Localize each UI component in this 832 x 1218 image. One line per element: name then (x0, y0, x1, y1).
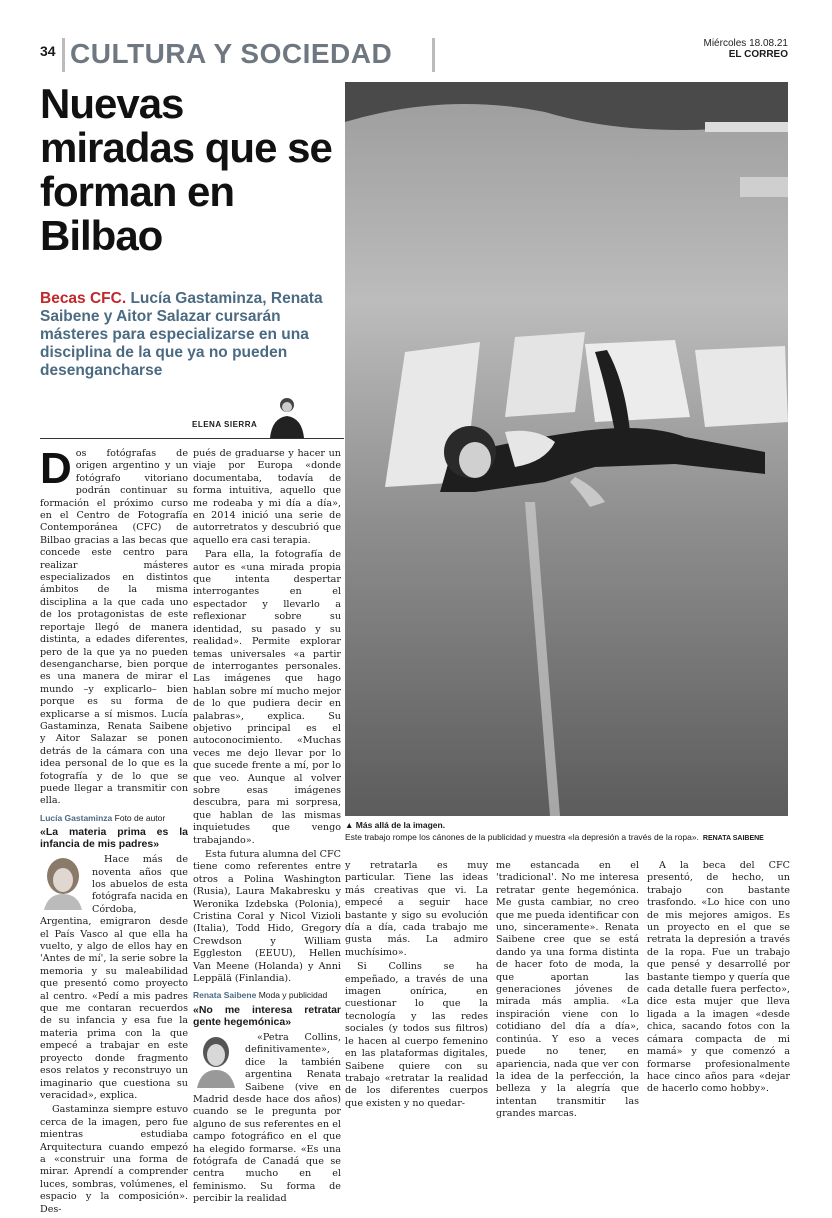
body-paragraph: y retratarla es muy particular. Tiene las ideas más creativas que vi. La empecé a seguir hace bastante y sigo su evolución día a día, cada trabajo me gusta más. La admiro muchísimo». (345, 860, 488, 958)
profile-name: Renata Saibene (193, 990, 257, 1001)
article-headline: Nuevas miradas que se forman en Bilbao (40, 80, 332, 259)
deck-text: Lucía Gastaminza, Renata Saibene y Aitor Salazar cursarán másteres para especializarse en una disciplina de la que ya no pueden desengancharse (40, 290, 323, 379)
page-number: 34 (40, 43, 56, 59)
body-column-4 (496, 860, 639, 1123)
section-title: CULTURA Y SOCIEDAD (70, 38, 393, 69)
article-deck (40, 290, 340, 380)
profile-heading (193, 989, 341, 1001)
profile-quote: «No me interesa retratar gente hegemónica» (193, 1003, 341, 1028)
drop-cap: D (40, 444, 72, 493)
photo-scene (345, 82, 788, 816)
photo-caption (345, 819, 815, 845)
body-paragraph: A la beca del CFC presentó, de hecho, un trabajo con bastante trasfondo. «Lo hice con uno de mis mejores amigos. Es un proyecto en el que se retrata la depresión a través de la ropa. Fue un trabajo que pensé y desarrollé por bastante tiempo y quería que cada detalle fuera perfecto», dice esta mujer que lleva ligada a la imagen «desde chica, sacando fotos con la cámara compacta de mi mamá» y que comenzó a formarse profesionalmente hace cinco años para «dejar de hacerlo como hobby». (647, 860, 790, 1095)
photo-credit: RENATA SAIBENE (702, 835, 764, 842)
author-portrait (264, 392, 310, 438)
body-paragraph: Para ella, la fotografía de autor es «una mirada propia que intenta despertar interrogantes en el espectador y llevarlo a reflexionar sobre su identidad, su pasado y su realidad». Permite explorar temas universales «a partir de interrogantes personales. Las imágenes que hago hablan sobre mí mucho mejor de lo que pudiera decir en palabras», explica. Su objetivo principal es el autoconocimiento. «Muchas veces me dejo llevar por lo que sucede frente a mí, por lo que veo. Aunque al volver sobre esas imágenes descubra, para mi sorpresa, que hablan de las mismas inquietudes que vengo trabajando». (193, 549, 341, 846)
caption-text: Este trabajo rompe los cánones de la publicidad y muestra «la depresión a través de la ropa». (345, 832, 699, 842)
body-column-3 (345, 860, 488, 1112)
body-paragraph: Hace más de noventa años que los abuelos de esta fotógrafa nacida en Córdoba, Argentina, emigraron desde el País Vasco al que ella ha vuelto, y algo de ellos hay en 'Antes de mí', la serie sobre la memoria y su maleabilidad que presentó como proyecto al centro. «Pedí a mis padres que me contaran recuerdos de su infancia y esa fue la materia prima con la que empecé a trabajar en este proyecto donde fragmento esos relatos y reconstruyo un imaginario que cuestiona su veracidad», explica. (40, 854, 188, 1101)
newspaper-name: EL CORREO (728, 49, 788, 60)
body-paragraph: «Petra Collins, definitivamente», dice la también argentina Renata Saibene (vive en Madrid desde hace dos años) cuando se le pregunta por alguno de sus referentes en el campo fotográfico en el que ha elegido formarse. «Es una fotógrafa de Canadá que se centra mucho en el feminismo. Su forma de percibir la realidad (193, 1031, 341, 1205)
body-paragraph: pués de graduarse y hacer un viaje por Europa «donde documentaba, todavía de forma intuitiva, aquello que me rodeaba y mi día a día», en 2014 inició una serie de autorretratos y descubrió que aquello era casi terapia. (193, 448, 341, 546)
body-paragraph: me estancada en el 'tradicional'. No me interesa retratar gente hegemónica. Me gusta cambiar, no creo que me pueda identificar con uno, sinceramente». Renata Saibene cree que se está dando ya una forma distinta de hacer foto de moda, la que aportan las generaciones jóvenes de mirada más amplia. «La inspiración viene con lo cotidiano del día a día», continúa. Y eso a veces puede no tener, en apariencia, nada que ver con la idea de la perfección, la belleza y la alegría que intentan transmitir las grandes marcas. (496, 860, 639, 1120)
profile-portrait (193, 1032, 239, 1088)
body-column-1 (40, 444, 188, 1218)
body-column-5 (647, 860, 790, 1098)
deck-tag: Becas CFC. (40, 290, 127, 307)
profile-name: Lucía Gastaminza (40, 812, 113, 823)
byline-rule (40, 438, 344, 439)
body-paragraph: Esta futura alumna del CFC tiene como referentes entre otros a Polina Washington (Rusia), Laura Makabresku y Weronika Izdebska (Polonia), Cristina Coral y Nicol Vizioli (Italia), Todd Hido, Gregory Crewdson y William Eggleston (EEUU), Hellen Van Meene (Holanda) y Anni Leppälä (Finlandia). (193, 849, 341, 985)
issue-date: Miércoles 18.08.21 (703, 38, 788, 49)
author-byline: ELENA SIERRA (192, 420, 258, 429)
main-photograph (345, 82, 788, 816)
body-column-2 (193, 448, 341, 1208)
caption-arrow-icon: ▲ (345, 820, 356, 830)
body-paragraph: Gastaminza siempre estuvo cerca de la imagen, pero fue mientras estudiaba Arquitectura cuando empezó a «construir una forma de mirar. Aprendí a comprender luces, sombras, volúmenes, el espacio y la composición». Des- (40, 1104, 188, 1215)
profile-portrait (40, 854, 86, 910)
profile-quote: «La materia prima es la infancia de mis padres» (40, 826, 188, 851)
profile-heading (40, 812, 188, 824)
header-divider (62, 38, 65, 72)
body-paragraph: Si Collins se ha empeñado, a través de una imagen onírica, en cuestionar lo que la tecnología y las redes sociales (y todos sus filtros) le hacen al cuerpo femenino en las plataformas digitales, Saibene quiere con su trabajo «retratar la realidad de los diferentes cuerpos que existen y no quedar- (345, 961, 488, 1109)
profile-role: Moda y publicidad (258, 990, 328, 1001)
caption-title: Más allá de la imagen. (355, 820, 446, 830)
header-divider (432, 38, 435, 72)
body-paragraph: Dos fotógrafas de origen argentino y un fotógrafo vitoriano podrán continuar su formación el próximo curso en el Centro de Fotografía Contemporánea (CFC) de Bilbao gracias a las becas que concede este centro para realizar másteres especializados en distintos ámbitos de la misma disciplina a la que cada uno de los protagonistas de este reportaje llegó de manera distinta, a edades diferentes, pero de la que ya no pueden desengancharse, bien porque es una manera de mirar el mundo –y explicarlo– bien porque es su forma de explicarse a sí mismos. Lucía Gastaminza, Renata Saibene y Aitor Salazar se ponen detrás de la cámara con una idea personal de lo que es la fotografía y de lo que se puede llegar a transmitir con ella. (40, 444, 188, 807)
profile-role: Foto de autor (114, 812, 166, 823)
